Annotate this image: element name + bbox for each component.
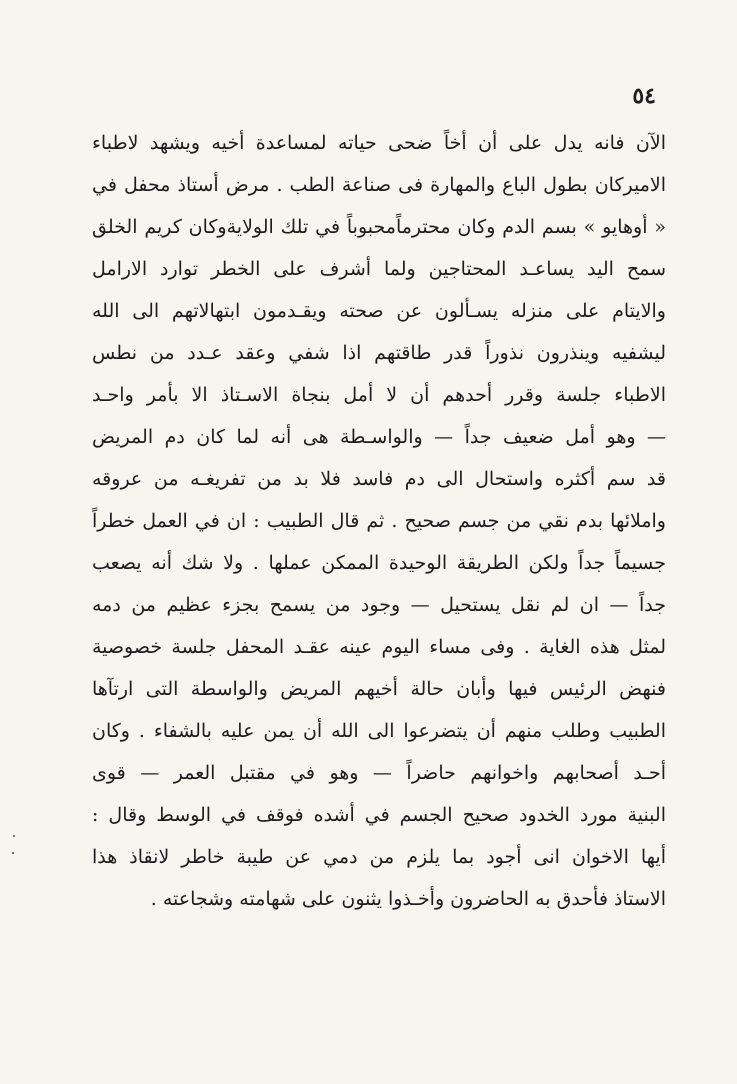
text-line: الاستاذ فأحدق به الحاضرون وأخـذوا يثنون على شهامته وشجاعته .: [150, 888, 666, 910]
text-line: والايتام على منزله يسـألون عن صحته ويقـدمون ابتهالاتهم الى الله: [92, 300, 666, 322]
text-line: فنهض الرئيس فيها وأبان حالة أخيهم المريض والواسطة التى ارتآها: [92, 678, 666, 700]
text-line: ليشفيه وينذرون نذوراً قدر طاقتهم اذا شفي وعقد عـدد من نطس: [92, 342, 666, 364]
text-line: الطبيب وطلب منهم أن يتضرعوا الى الله أن يمن عليه بالشفاء . وكان: [92, 720, 666, 742]
text-line: جسيماً جداً ولكن الطريقة الوحيدة الممكن عملها . ولا شك أنه يصعب: [92, 552, 666, 574]
body-text: [92, 122, 666, 920]
text-line: البنية مورد الخدود صحيح الجسم في أشده فوقف في الوسط وقال :: [92, 804, 666, 826]
text-line: أحـد أصحابهم واخوانهم حاضراً — وهو في مقتبل العمر — قوى: [92, 762, 666, 784]
text-line: الاميركان بطول الباع والمهارة فى صناعة الطب . مرض أستاذ محفل في: [92, 174, 666, 196]
text-line: جداً — ان لم نقل يستحيل — وجود من يسمح بجزء عظيم من دمه: [92, 594, 666, 616]
text-line: واملائها بدم نقي من جسم صحيح . ثم قال الطبيب : ان في العمل خطراً: [92, 510, 666, 532]
scan-speck: [12, 852, 14, 854]
text-line: لمثل هذه الغاية . وفى مساء اليوم عينه عقـد المحفل جلسة خصوصية: [92, 636, 666, 658]
text-line: الآن فانه يدل على أن أخاً ضحى حياته لمساعدة أخيه ويشهد لاطباء: [92, 132, 666, 154]
text-line: أيها الاخوان انى أجود بما يلزم من دمي عن طيبة خاطر لانقاذ هذا: [92, 846, 666, 868]
text-line: سمح اليد يساعـد المحتاجين ولما أشرف على الخطر توارد الارامل: [92, 258, 666, 280]
text-line: « أوهايو » بسم الدم وكان محترماًمحبوباً في تلك الولايةوكان كريم الخلق: [92, 216, 666, 238]
scan-speck: [13, 835, 15, 837]
text-line: قد سم أكثره واستحال الى دم فاسد فلا بد من تفريغـه من عروقه: [92, 468, 666, 490]
page-number: ٥٤: [632, 83, 656, 109]
text-line: — وهو أمل ضعيف جداً — والواسـطة هى أنه لما كان دم المريض: [92, 426, 666, 448]
text-line: الاطباء جلسة وقرر أحدهم أن لا أمل بنجاة الاسـتاذ الا بأمر واحـد: [92, 384, 666, 406]
